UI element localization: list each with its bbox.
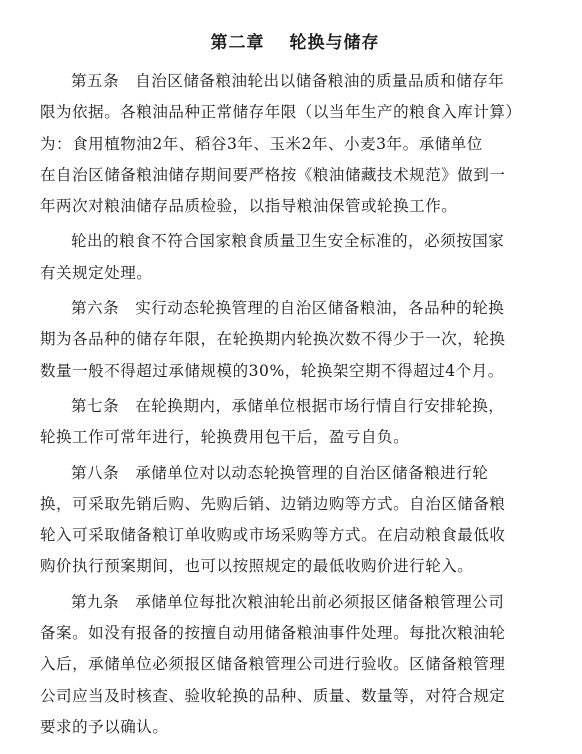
article-line: 第九条 承储单位每批次粮油轮出前必须报区储备粮管理公司: [71, 592, 505, 611]
article-line: 入后，承储单位必须报区储备粮管理公司进行验收。区储备粮管理: [40, 655, 506, 674]
article-line: 轮入可采取储备粮订单收购或市场采购等方式。在启动粮食最低收: [40, 526, 506, 545]
article-line: 第七条 在轮换期内，承储单位根据市场行情自行安排轮换，: [71, 396, 505, 415]
chapter-title: 第二章 轮换与储存: [210, 33, 380, 53]
article-line: 备案。如没有报备的按擅自动用储备粮油事件处理。每批次粮油轮: [40, 624, 506, 643]
article-line: 购价执行预案期间，也可以按照规定的最低收购价进行轮入。: [40, 557, 474, 576]
article-line: 第八条 承储单位对以动态轮换管理的自治区储备粮进行轮: [71, 463, 489, 482]
article-line: 第五条 自治区储备粮油轮出以储备粮油的质量品质和储存年: [71, 72, 505, 90]
article-line: 年两次对粮油储存品质检验，以指导粮油保管或轮换工作。: [40, 197, 458, 216]
article-line: 在自治区储备粮油储存期间要严格按《粮油储藏技术规范》做到一: [40, 165, 506, 184]
article-5: [40, 66, 550, 222]
article-line: 轮出的粮食不符合国家粮食质量卫生安全标准的，必须按国家: [71, 232, 505, 251]
article-line: 限为依据。各粮油品种正常储存年限（以当年生产的粮食入库计算）: [40, 103, 522, 122]
article-line: 换，可采取先销后购、先购后销、边销边购等方式。自治区储备粮: [40, 494, 506, 513]
article-line: 期为各品种的储存年限，在轮换期内轮换次数不得少于一次，轮换: [40, 330, 506, 349]
article-6: [40, 293, 550, 387]
article-8: [40, 458, 550, 583]
article-line: 公司应当及时核查、验收轮换的品种、质量、数量等，对符合规定: [40, 686, 506, 705]
article-line: 第六条 实行动态轮换管理的自治区储备粮油，各品种的轮换: [71, 299, 505, 318]
article-line: 为：食用植物油2年、稻谷3年、玉米2年、小麦3年。承储单位: [40, 134, 483, 153]
article-5-note: [40, 226, 550, 289]
document-page: [40, 28, 550, 743]
article-line: 有关规定处理。: [40, 263, 153, 282]
article-line: 数量一般不得超过承储规模的30%，轮换架空期不得超过4个月。: [40, 361, 504, 380]
article-line: 轮换工作可常年进行，轮换费用包干后，盈亏自负。: [40, 428, 410, 447]
article-7: [40, 391, 550, 454]
article-line: 要求的予以确认。: [40, 717, 169, 736]
article-9: [40, 587, 550, 743]
